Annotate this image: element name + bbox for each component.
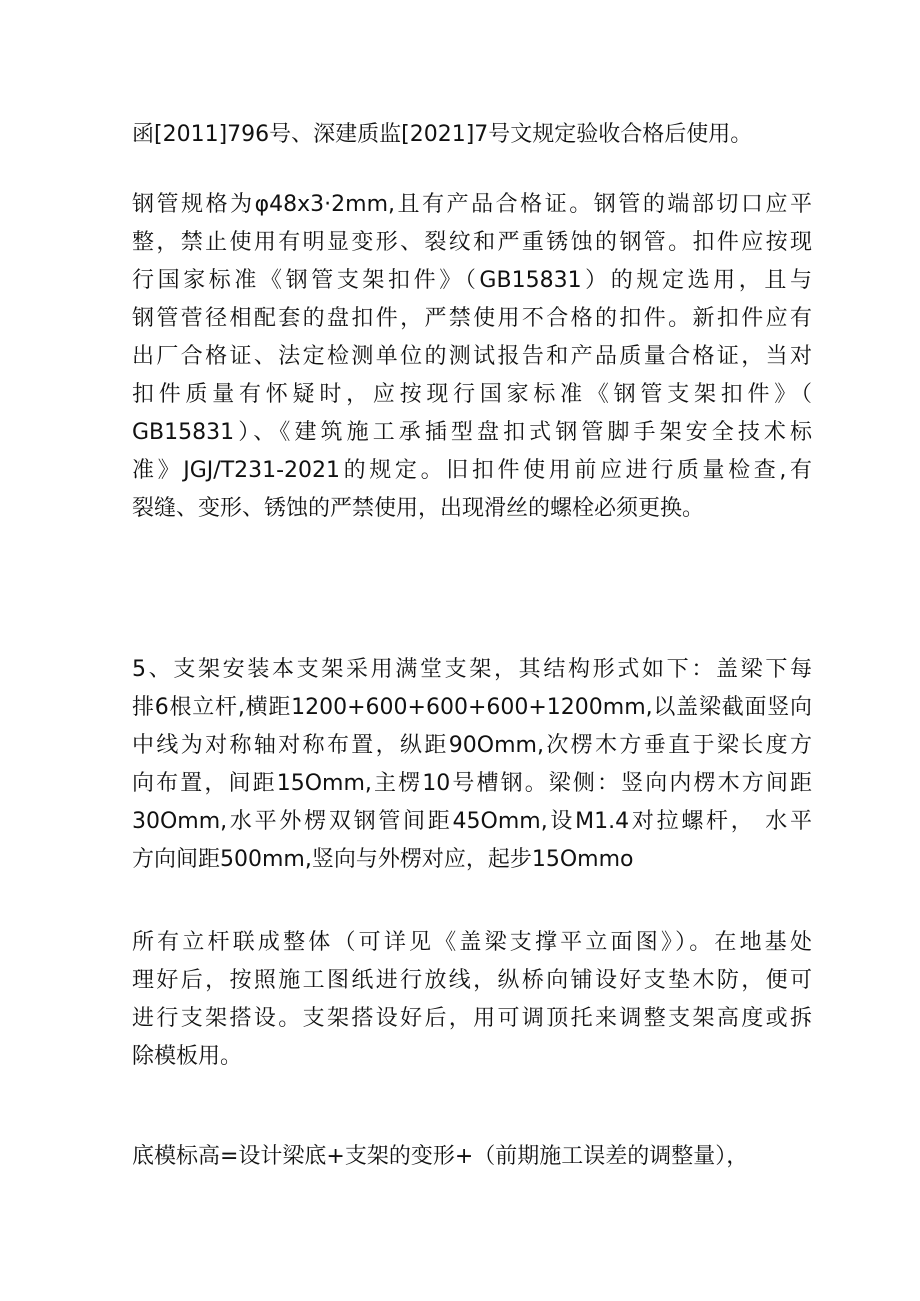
text-line: 钢管规格为φ48x3·2mm,且有产品合格证。钢管的端部切口应平 (132, 192, 812, 217)
paragraph-pole-assembly (132, 924, 812, 1076)
text-line: 中线为对称轴对称布置，纵距90Omm,次楞木方垂直于梁长度方 (132, 733, 812, 758)
text-line: 底模标高=设计梁底+支架的变形+（前期施工误差的调整量）， (132, 1144, 749, 1169)
text-line: 进行支架搭设。支架搭设好后，用可调顶托来调整支架高度或拆 (132, 1006, 812, 1031)
text-line: 5、支架安装本支架采用满堂支架，其结构形式如下：盖梁下每 (132, 657, 812, 682)
paragraph-formwork-elevation (132, 1138, 812, 1176)
paragraph-steel-pipe-spec (132, 186, 812, 528)
text-line: GB15831）、《建筑施工承插型盘扣式钢管脚手架安全技术标 (132, 420, 812, 445)
text-line: 30Omm,水平外楞双钢管间距45Omm,设M1.4对拉螺杆， 水平 (132, 809, 812, 834)
text-line: 裂缝、变形、锈蚀的严禁使用，出现滑丝的螺栓必须更换。 (132, 496, 705, 521)
text-line: 除模板用。 (132, 1044, 243, 1069)
text-line: 钢管菅径相配套的盘扣件，严禁使用不合格的扣件。新扣件应有 (132, 306, 812, 331)
text-line: 行国家标准《钢管支架扣件》（GB15831）的规定选用，且与 (132, 268, 812, 293)
text-line: 出厂合格证、法定检测单位的测试报告和产品质量合格证，当对 (132, 344, 812, 369)
text-line: 方向间距500mm,竖向与外楞对应，起步15Ommo (132, 847, 634, 872)
text-line: 准》JGJ/T231-2021的规定。旧扣件使用前应进行质量检查,有 (132, 458, 812, 483)
text-line: 理好后，按照施工图纸进行放线，纵桥向铺设好支垫木防，便可 (132, 968, 812, 993)
paragraph-support-installation (132, 651, 812, 879)
text-line: 所有立杆联成整体（可详见《盖梁支撑平立面图》）。在地基处 (132, 930, 812, 955)
text-line: 排6根立杆,横距1200+600+600+600+1200mm,以盖梁截面竖向 (132, 695, 812, 720)
paragraph-approval-reference (132, 116, 812, 154)
text-line: 向布置，间距15Omm,主楞10号槽钢。梁侧：竖向内楞木方间距 (132, 771, 812, 796)
text-line: 扣件质量有怀疑时，应按现行国家标准《钢管支架扣件》（ (132, 382, 812, 407)
text-line: 函[2011]796号、深建质监[2021]7号文规定验收合格后使用。 (132, 122, 753, 147)
text-line: 整，禁止使用有明显变形、裂纹和严重锈蚀的钢管。扣件应按现 (132, 230, 812, 255)
